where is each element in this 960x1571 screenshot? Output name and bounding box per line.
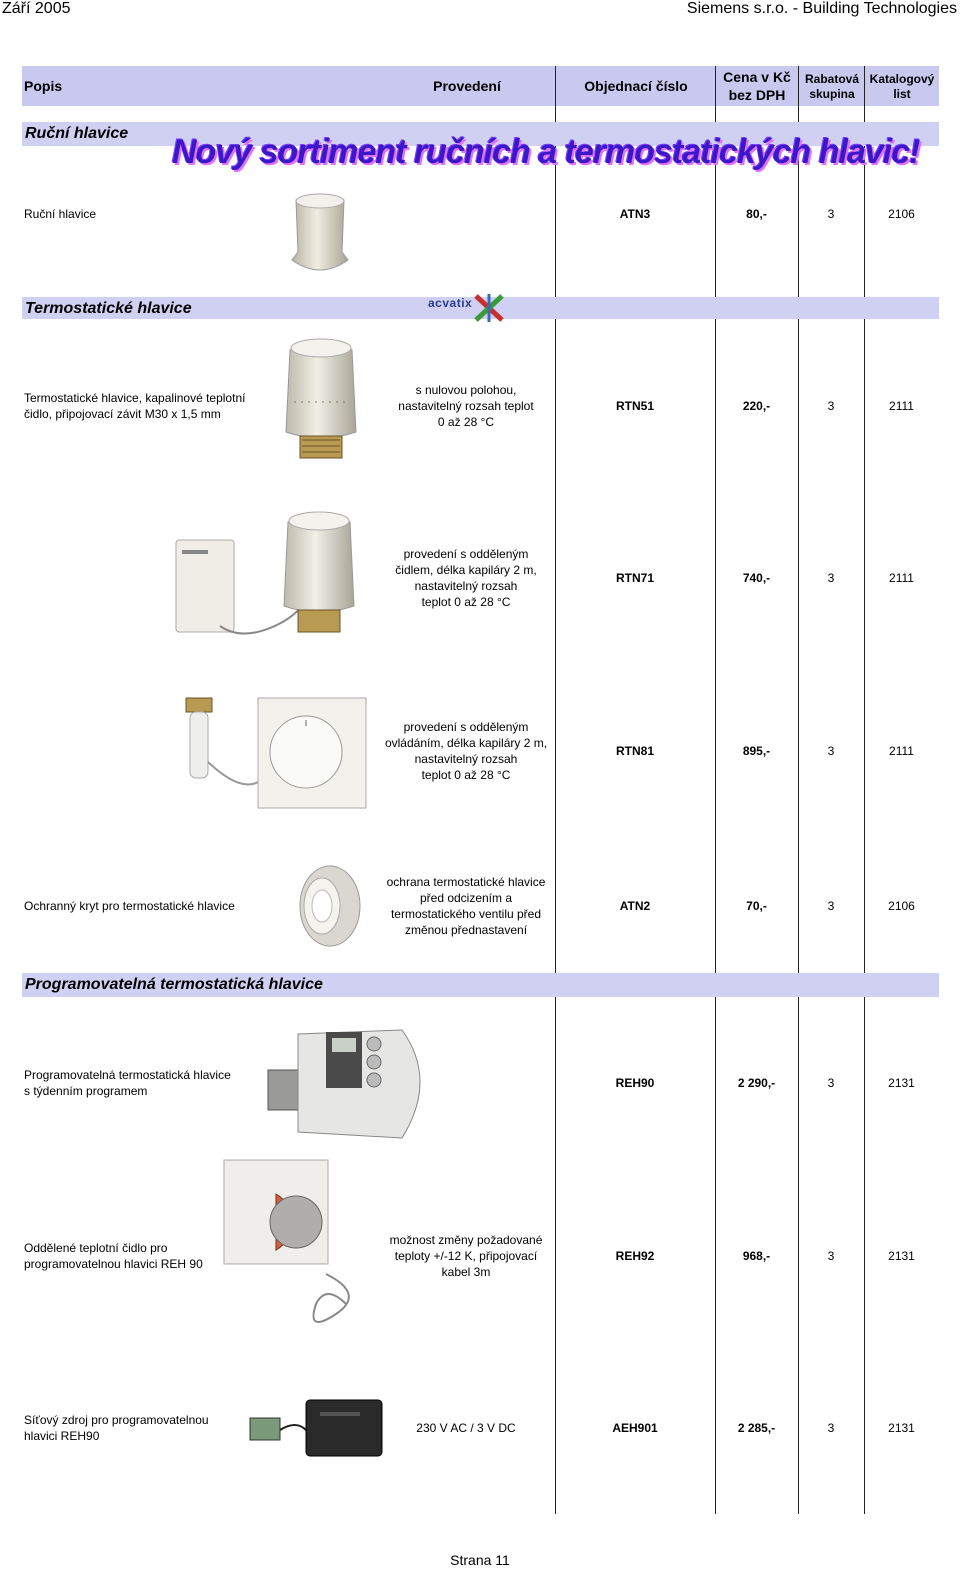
row-rtn51-rabat: 3 <box>827 399 835 413</box>
acvatix-logo: acvatix <box>428 292 508 326</box>
row-rtn81-provedeni-1: provedení s odděleným <box>403 720 529 734</box>
row-aeh901-popis-2: hlavici REH90 <box>24 1429 100 1443</box>
row-atn3-popis: Ruční hlavice <box>24 207 97 221</box>
section-title: Ruční hlavice <box>25 125 129 142</box>
section-title: Termostatické hlavice <box>25 300 192 317</box>
col-katalog-1: Katalogový <box>869 72 935 86</box>
section-title: Programovatelná termostatická hlavice <box>25 976 323 993</box>
row-aeh901-cena: 2 285,- <box>737 1421 776 1435</box>
room-sensor-image <box>216 1154 366 1338</box>
row-reh90-kod: REH90 <box>615 1076 655 1090</box>
row-rtn71-provedeni-2: čidlem, délka kapiláry 2 m, <box>395 563 537 577</box>
col-cena-1: Cena v Kč <box>723 69 791 85</box>
row-rtn81-list: 2111 <box>889 744 914 758</box>
row-aeh901-provedeni: 230 V AC / 3 V DC <box>416 1421 516 1435</box>
row-atn2-provedeni-3: termostatického ventilu před <box>390 907 542 921</box>
row-rtn51-popis-1: Termostatické hlavice, kapalinové teplotní <box>24 391 246 405</box>
row-reh92-provedeni-3: kabel 3m <box>441 1265 491 1279</box>
manual-head-image <box>280 190 360 280</box>
section-bar-program <box>22 973 939 997</box>
row-reh92-cena: 968,- <box>742 1249 771 1263</box>
col-rabat-1: Rabatová <box>804 72 860 86</box>
row-rtn71-provedeni-3: nastavitelný rozsah <box>414 579 518 593</box>
row-rtn71-rabat: 3 <box>827 571 835 585</box>
row-atn3-list: 2106 <box>888 207 915 221</box>
row-reh92-rabat: 3 <box>827 1249 835 1263</box>
remote-control-head-image <box>180 692 370 812</box>
row-rtn81-provedeni-2: ovládáním, délka kapiláry 2 m, <box>384 736 548 750</box>
row-atn2-rabat: 3 <box>827 899 835 913</box>
row-atn2-kod: ATN2 <box>619 899 651 913</box>
row-rtn71-provedeni-1: provedení s odděleným <box>403 547 529 561</box>
row-rtn51-provedeni-2: nastavitelný rozsah teplot <box>398 399 534 413</box>
row-reh92-list: 2131 <box>888 1249 915 1263</box>
row-rtn81-cena: 895,- <box>742 744 771 758</box>
row-rtn51-kod: RTN51 <box>615 399 654 413</box>
row-rtn81-rabat: 3 <box>827 744 835 758</box>
row-reh90-rabat: 3 <box>827 1076 835 1090</box>
row-aeh901-popis-1: Síťový zdroj pro programovatelnou <box>24 1413 209 1427</box>
column-divider <box>864 66 865 1514</box>
row-atn2-list: 2106 <box>888 899 915 913</box>
row-rtn71-provedeni-4: teplot 0 až 28 °C <box>421 595 511 609</box>
column-divider <box>715 66 716 1514</box>
row-reh90-list: 2131 <box>888 1076 915 1090</box>
row-rtn51-provedeni-3: 0 až 28 °C <box>437 415 495 429</box>
row-reh90-cena: 2 290,- <box>737 1076 776 1090</box>
col-popis: Popis <box>24 78 63 94</box>
row-atn2-cena: 70,- <box>746 899 767 913</box>
thermostatic-head-image <box>276 332 366 468</box>
company-name: Siemens s.r.o. - Building Technologies <box>686 0 957 17</box>
row-atn3-rabat: 3 <box>827 207 835 221</box>
protective-cover-image <box>286 862 366 950</box>
column-header-bar <box>22 66 939 106</box>
row-rtn71-list: 2111 <box>889 571 914 585</box>
row-aeh901-list: 2131 <box>888 1421 915 1435</box>
col-katalog-2: list <box>893 87 911 101</box>
col-cena-2: bez DPH <box>728 87 786 103</box>
row-rtn51-cena: 220,- <box>742 399 771 413</box>
row-reh92-provedeni-2: teploty +/-12 K, připojovací <box>394 1249 538 1263</box>
col-rabat-2: skupina <box>809 87 855 101</box>
column-divider <box>555 66 556 1514</box>
row-rtn71-cena: 740,- <box>742 571 771 585</box>
row-rtn51-popis-2: čidlo, připojovací závit M30 x 1,5 mm <box>24 407 221 421</box>
document-date: Září 2005 <box>2 0 71 17</box>
row-atn3-cena: 80,- <box>746 207 767 221</box>
col-provedeni: Provedení <box>433 78 501 94</box>
page-number: Strana 11 <box>450 1552 510 1568</box>
row-aeh901-rabat: 3 <box>827 1421 835 1435</box>
column-divider <box>798 66 799 1514</box>
row-reh92-provedeni-1: možnost změny požadované <box>389 1233 543 1247</box>
row-rtn71-kod: RTN71 <box>615 571 654 585</box>
row-rtn51-list: 2111 <box>889 399 914 413</box>
programmable-head-image <box>262 1020 442 1144</box>
row-rtn51-provedeni-1: s nulovou polohou, <box>415 383 517 397</box>
row-atn2-popis: Ochranný kryt pro termostatické hlavice <box>24 899 235 913</box>
row-aeh901-kod: AEH901 <box>612 1421 658 1435</box>
row-reh90-popis-1: Programovatelná termostatická hlavice <box>24 1068 231 1082</box>
row-reh92-popis-1: Oddělené teplotní čidlo pro <box>24 1241 168 1255</box>
row-atn2-provedeni-1: ochrana termostatické hlavice <box>386 875 546 889</box>
row-atn3-kod: ATN3 <box>619 207 651 221</box>
col-objednaci: Objednací číslo <box>584 78 688 94</box>
row-reh92-popis-2: programovatelnou hlavici REH 90 <box>24 1257 203 1271</box>
row-reh92-kod: REH92 <box>615 1249 655 1263</box>
row-rtn81-provedeni-3: nastavitelný rozsah <box>414 752 518 766</box>
row-reh90-popis-2: s týdenním programem <box>24 1084 148 1098</box>
row-atn2-provedeni-2: před odcizením a <box>419 891 513 905</box>
row-atn2-provedeni-4: změnou přednastavení <box>404 923 528 937</box>
row-rtn81-kod: RTN81 <box>615 744 654 758</box>
banner-new-assortment: Nový sortiment ručních a termostatických hlavic! <box>172 133 920 171</box>
remote-sensor-head-image <box>170 508 370 644</box>
row-rtn81-provedeni-4: teplot 0 až 28 °C <box>421 768 511 782</box>
power-supply-image <box>246 1390 390 1470</box>
